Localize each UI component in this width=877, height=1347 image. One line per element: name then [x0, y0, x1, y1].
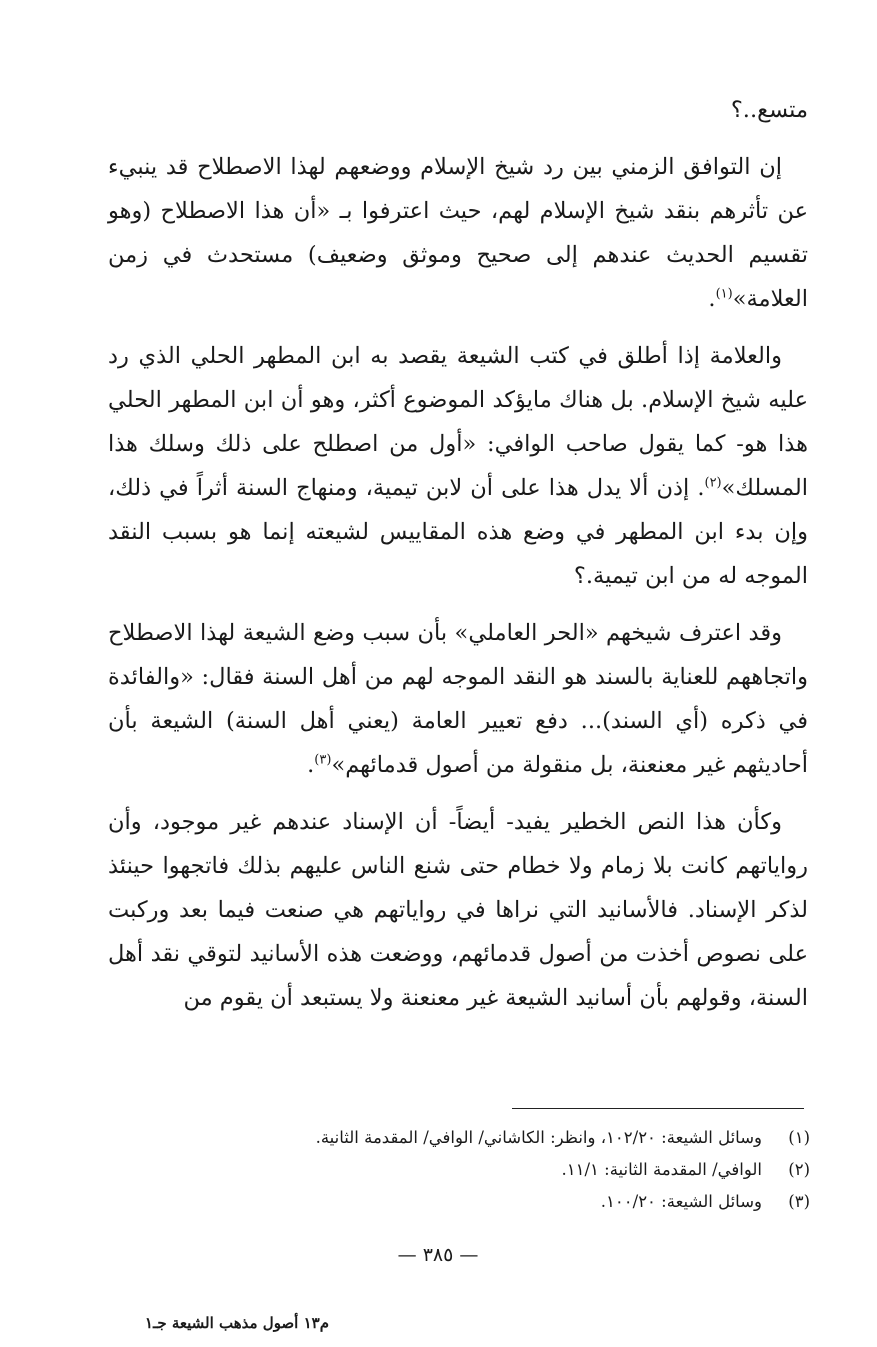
footnote-divider — [512, 1108, 804, 1109]
paragraph-tail: . إذن ألا يدل هذا على أن لابن تيمية، ومنهاج السنة أثراً في ذلك، وإن بدء ابن المطهر في وضع هذه المقاييس لشيعته إنما هو بسبب النقد الموجه له من ابن تيمية.؟ — [108, 475, 808, 589]
paragraph-text: وكأن هذا النص الخطير يفيد- أيضاً- أن الإسناد عندهم غير موجود، وأن رواياتهم كانت بلا زمام ولا خطام حتى شنع الناس عليهم بذلك فاتجهوا حينئذ لذكر الإسناد. فالأسانيد التي نراها في رواياتهم هي صنعت فيما بعد وركبت على نصوص أخذت من أصول قدمائهم، ووضعت هذه الأسانيد لتوقي نقد أهل السنة، وقولهم بأن أسانيد الشيعة غير معنعنة ولا يستبعد أن يقوم من — [108, 809, 808, 1011]
footnote-text: وسائل الشيعة: ١٠٢/٢٠، وانظر: الكاشاني/ الوافي/ المقدمة الثانية. — [315, 1128, 762, 1147]
footnote-text: وسائل الشيعة: ١٠٠/٢٠. — [600, 1192, 762, 1211]
footnotes-list — [150, 1124, 810, 1220]
footnote-item — [150, 1124, 810, 1152]
footnote-number: (٢) — [788, 1160, 810, 1179]
footnote-ref-3: (٣) — [314, 752, 332, 768]
footnote-ref-1: (١) — [715, 286, 733, 302]
paragraph-tail: . — [307, 752, 315, 778]
paragraph-3 — [108, 611, 808, 787]
footnote-item — [150, 1188, 810, 1216]
paragraph-1 — [108, 145, 808, 321]
paragraph-text: متسع..؟ — [730, 97, 808, 123]
paragraph-4 — [108, 800, 808, 1020]
footnote-ref-2: (٢) — [704, 475, 722, 491]
paragraph-tail: . — [708, 286, 716, 312]
footnote-number: (٣) — [788, 1192, 810, 1211]
footnote-text: الوافي/ المقدمة الثانية: ١١/١. — [561, 1160, 762, 1179]
paragraph-0 — [108, 88, 808, 132]
footnote-item — [150, 1156, 810, 1184]
page-number: — ٣٨٥ — — [397, 1244, 479, 1266]
body-text — [108, 88, 808, 1033]
paragraph-text: إن التوافق الزمني بين رد شيخ الإسلام ووضعهم لهذا الاصطلاح قد ينبيء عن تأثرهم بنقد شيخ الإسلام لهم، حيث اعترفوا بـ «أن هذا الاصطلاح (وهو تقسيم الحديث عندهم إلى صحيح وموثق وضعيف) مستحدث في زمن العلامة» — [108, 154, 808, 312]
paragraph-text: والعلامة إذا أطلق في كتب الشيعة يقصد به ابن المطهر الحلي الذي رد عليه شيخ الإسلام. بل هناك مايؤكد الموضوع أكثر، وهو أن ابن المطهر الحلي هذا هو- كما يقول صاحب الوافي: «أول من اصطلح على ذلك وسلك هذا المسلك» — [108, 343, 808, 501]
paragraph-text: وقد اعترف شيخهم «الحر العاملي» بأن سبب وضع الشيعة لهذا الاصطلاح واتجاههم للعناية بالسند هو النقد الموجه لهم من أهل السنة فقال: «والفائدة في ذكره (أي السند)... دفع تعيير العامة (يعني أهل السنة) الشيعة بأن أحاديثهم غير معنعنة، بل منقولة من أصول قدمائهم» — [108, 620, 808, 778]
paragraph-2 — [108, 334, 808, 598]
footnote-number: (١) — [788, 1128, 810, 1147]
print-signature: م١٣ أصول مذهب الشيعة جـ١ — [144, 1314, 329, 1332]
